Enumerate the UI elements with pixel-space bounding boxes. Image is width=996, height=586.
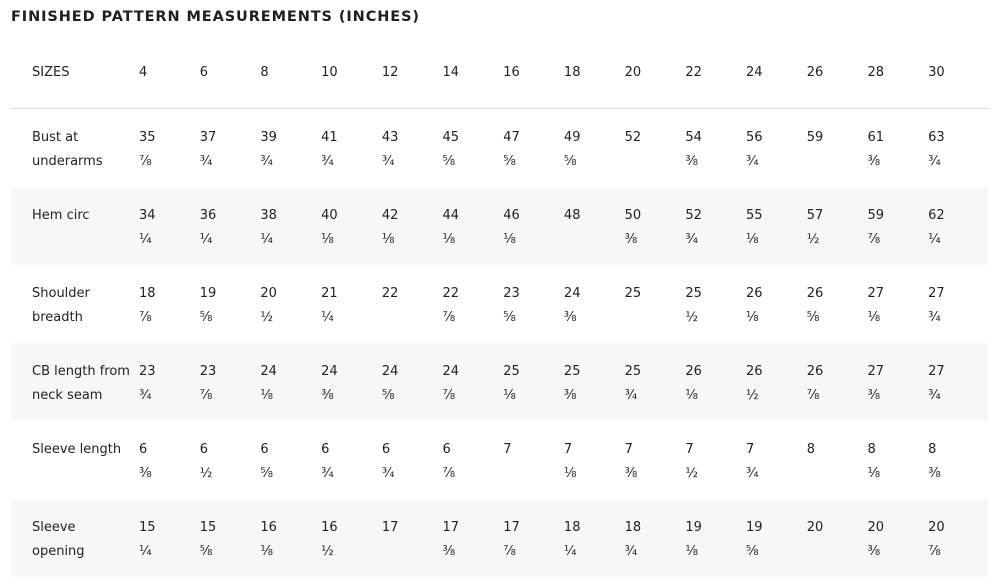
measurement-whole: 20	[928, 519, 945, 535]
measurement-whole: 26	[806, 285, 824, 301]
table-row	[11, 343, 988, 421]
measurement-cell	[563, 108, 624, 187]
measurement-cell	[320, 265, 381, 343]
measurement-fraction: ⅞	[928, 544, 941, 559]
row-label: CB length from neck seam	[32, 363, 130, 403]
measurement-fraction: ⅝	[806, 310, 820, 325]
measurement-whole: 25	[624, 285, 642, 301]
measurement-whole: 7	[685, 441, 694, 457]
measurement-cell	[199, 421, 260, 499]
measurement-whole: 50	[624, 207, 642, 223]
measurement-cell	[563, 265, 624, 343]
measurement-whole: 38	[260, 207, 277, 223]
measurement-whole: 15	[199, 519, 217, 535]
measurement-fraction: ⅝	[503, 310, 516, 325]
measurement-whole: 20	[260, 285, 277, 301]
measurement-whole: 6	[199, 441, 208, 457]
measurement-cell	[320, 108, 381, 187]
page-title: FINISHED PATTERN MEASUREMENTS (INCHES)	[11, 9, 420, 25]
measurements-table	[11, 38, 988, 577]
measurement-cell	[502, 499, 563, 577]
measurement-cell	[563, 421, 624, 499]
measurement-cell	[259, 187, 320, 265]
measurement-fraction: ⅝	[381, 388, 395, 403]
measurement-whole: 23	[503, 285, 520, 301]
measurement-fraction: ⅛	[746, 232, 759, 247]
measurement-cell	[259, 108, 320, 187]
measurement-fraction: ⅜	[685, 154, 698, 169]
measurement-cell	[563, 187, 624, 265]
measurement-whole: 57	[806, 207, 824, 223]
measurement-cell	[502, 108, 563, 187]
measurement-fraction: ⅝	[563, 154, 577, 169]
measurement-whole: 54	[685, 129, 702, 145]
measurement-fraction: ¾	[381, 466, 395, 481]
measurement-fraction: ⅞	[442, 466, 456, 481]
measurement-whole: 6	[381, 441, 391, 457]
table-row	[11, 499, 988, 577]
measurement-fraction: ¾	[321, 154, 334, 169]
table-row	[11, 265, 988, 343]
measurement-whole: 37	[199, 129, 217, 145]
measurement-fraction: ⅞	[867, 232, 881, 247]
measurement-cell	[866, 108, 927, 187]
measurement-whole: 7	[563, 441, 573, 457]
measurement-whole: 63	[928, 129, 945, 145]
measurement-cell	[381, 108, 442, 187]
measurement-cell	[866, 421, 927, 499]
size-header-cell: 28	[866, 38, 927, 108]
measurement-cell	[381, 343, 442, 421]
measurement-cell	[624, 421, 685, 499]
measurement-cell	[866, 343, 927, 421]
measurement-whole: 49	[563, 129, 581, 145]
measurement-fraction: ½	[685, 466, 698, 481]
measurement-cell	[624, 187, 685, 265]
measurement-fraction: ⅞	[442, 388, 456, 403]
measurement-fraction: ¼	[199, 232, 213, 247]
measurement-cell	[138, 187, 199, 265]
measurement-whole: 7	[624, 441, 633, 457]
measurement-fraction: ⅝	[260, 466, 274, 481]
measurement-cell	[320, 343, 381, 421]
measurement-cell	[381, 187, 442, 265]
measurement-whole: 45	[442, 129, 460, 145]
size-header-cell: 4	[138, 38, 199, 108]
measurement-fraction: ⅜	[321, 388, 334, 403]
size-header-cell: 16	[502, 38, 563, 108]
row-label: Sleeve length	[32, 441, 122, 457]
measurement-whole: 61	[867, 129, 884, 145]
measurement-cell	[745, 108, 806, 187]
measurement-whole: 55	[746, 207, 763, 223]
measurement-cell	[684, 265, 745, 343]
size-header-cell: 6	[199, 38, 260, 108]
size-header-cell: 8	[259, 38, 320, 108]
measurement-whole: 25	[624, 363, 642, 379]
measurement-whole: 27	[928, 363, 945, 379]
measurement-cell	[624, 265, 685, 343]
measurement-whole: 59	[867, 207, 884, 223]
measurement-cell	[381, 421, 442, 499]
measurement-cell	[138, 265, 199, 343]
measurement-cell	[442, 108, 503, 187]
measurement-cell	[927, 343, 988, 421]
measurement-cell	[381, 499, 442, 577]
measurement-fraction: ⅛	[563, 466, 577, 481]
measurement-cell	[259, 421, 320, 499]
measurement-fraction: ½	[806, 232, 820, 247]
measurement-fraction: ⅞	[503, 544, 516, 559]
measurement-whole: 25	[503, 363, 520, 379]
measurement-fraction: ⅛	[503, 232, 516, 247]
measurement-cell	[199, 343, 260, 421]
measurement-whole: 19	[199, 285, 217, 301]
row-label: Shoulder breadth	[32, 285, 90, 325]
measurement-cell	[563, 499, 624, 577]
measurement-cell	[259, 265, 320, 343]
measurement-fraction: ¾	[928, 388, 941, 403]
measurement-fraction: ¼	[928, 232, 941, 247]
measurement-fraction: ¼	[139, 544, 152, 559]
measurement-fraction: ¾	[624, 388, 638, 403]
measurement-fraction: ¾	[624, 544, 638, 559]
measurement-cell	[138, 343, 199, 421]
measurement-whole: 62	[928, 207, 945, 223]
measurement-fraction: ⅞	[199, 388, 213, 403]
measurement-fraction: ¾	[199, 154, 213, 169]
measurement-cell	[806, 499, 867, 577]
measurement-whole: 7	[503, 441, 512, 457]
measurement-whole: 39	[260, 129, 277, 145]
measurement-cell	[320, 499, 381, 577]
measurement-fraction: ⅛	[746, 310, 759, 325]
measurement-cell	[927, 265, 988, 343]
measurement-fraction: ¾	[685, 232, 698, 247]
measurement-whole: 18	[563, 519, 581, 535]
measurement-fraction: ⅛	[381, 232, 395, 247]
measurement-whole: 16	[260, 519, 277, 535]
measurement-cell	[745, 265, 806, 343]
measurement-whole: 17	[442, 519, 460, 535]
measurement-fraction: ⅝	[199, 544, 213, 559]
measurement-whole: 24	[260, 363, 277, 379]
measurement-whole: 48	[563, 207, 581, 223]
measurement-fraction: ⅜	[867, 154, 881, 169]
measurement-cell	[806, 421, 867, 499]
measurement-fraction: ¾	[381, 154, 395, 169]
measurement-whole: 8	[806, 441, 816, 457]
measurement-whole: 27	[867, 363, 884, 379]
measurement-whole: 18	[624, 519, 642, 535]
measurement-whole: 52	[685, 207, 702, 223]
measurement-whole: 44	[442, 207, 460, 223]
measurement-cell	[199, 265, 260, 343]
measurement-whole: 18	[139, 285, 156, 301]
measurement-cell	[138, 499, 199, 577]
measurement-fraction: ½	[199, 466, 213, 481]
measurement-whole: 15	[139, 519, 156, 535]
measurement-whole: 52	[624, 129, 642, 145]
measurement-fraction: ½	[321, 544, 334, 559]
measurement-fraction: ⅞	[139, 310, 152, 325]
measurement-whole: 7	[746, 441, 755, 457]
measurement-whole: 24	[563, 285, 581, 301]
measurement-whole: 20	[806, 519, 824, 535]
measurement-fraction: ¾	[260, 154, 274, 169]
measurement-cell	[866, 265, 927, 343]
measurement-cell	[624, 343, 685, 421]
measurement-whole: 34	[139, 207, 156, 223]
measurement-whole: 26	[746, 285, 763, 301]
measurement-whole: 19	[746, 519, 763, 535]
measurement-fraction: ¼	[563, 544, 577, 559]
measurement-fraction: ⅝	[746, 544, 759, 559]
table-row	[11, 421, 988, 499]
measurement-fraction: ¼	[260, 232, 274, 247]
measurement-cell	[442, 187, 503, 265]
measurement-fraction: ¾	[139, 388, 152, 403]
measurement-whole: 40	[321, 207, 338, 223]
measurement-fraction: ⅜	[563, 388, 577, 403]
size-header-cell: 24	[745, 38, 806, 108]
measurement-fraction: ½	[746, 388, 759, 403]
measurement-fraction: ¼	[321, 310, 334, 325]
measurement-fraction: ¾	[746, 466, 759, 481]
measurement-cell	[563, 343, 624, 421]
measurement-whole: 26	[685, 363, 702, 379]
measurement-whole: 25	[685, 285, 702, 301]
measurement-whole: 24	[381, 363, 399, 379]
table-row	[11, 187, 988, 265]
measurement-whole: 27	[928, 285, 945, 301]
measurement-fraction: ⅜	[624, 232, 638, 247]
measurement-whole: 42	[381, 207, 399, 223]
measurement-cell	[745, 343, 806, 421]
measurement-cell	[199, 108, 260, 187]
measurement-cell	[320, 421, 381, 499]
measurement-fraction: ⅞	[806, 388, 820, 403]
size-header-cell: 26	[806, 38, 867, 108]
measurement-fraction: ½	[260, 310, 274, 325]
row-label: Hem circ	[32, 207, 90, 223]
measurement-fraction: ⅜	[563, 310, 577, 325]
measurement-cell	[806, 108, 867, 187]
measurement-cell	[259, 343, 320, 421]
header-row	[11, 38, 988, 108]
measurement-fraction: ¾	[321, 466, 334, 481]
measurement-cell	[138, 108, 199, 187]
sizes-header: SIZES	[11, 38, 138, 108]
measurement-cell	[502, 421, 563, 499]
measurement-whole: 21	[321, 285, 338, 301]
measurement-whole: 6	[321, 441, 330, 457]
measurement-cell	[745, 187, 806, 265]
measurement-whole: 22	[442, 285, 460, 301]
measurement-cell	[442, 421, 503, 499]
measurement-cell	[806, 187, 867, 265]
measurement-whole: 26	[746, 363, 763, 379]
measurement-fraction: ¼	[139, 232, 152, 247]
measurement-whole: 41	[321, 129, 338, 145]
measurement-fraction: ⅝	[503, 154, 516, 169]
measurement-whole: 8	[928, 441, 937, 457]
size-header-cell: 22	[684, 38, 745, 108]
size-header-cell: 14	[442, 38, 503, 108]
measurement-fraction: ¾	[746, 154, 759, 169]
measurement-cell	[927, 187, 988, 265]
measurement-fraction: ⅛	[685, 388, 698, 403]
measurement-whole: 6	[442, 441, 451, 457]
measurement-cell	[866, 499, 927, 577]
measurement-fraction: ⅜	[139, 466, 152, 481]
measurement-whole: 20	[867, 519, 884, 535]
measurement-whole: 17	[503, 519, 520, 535]
table-body	[11, 108, 988, 577]
measurement-fraction: ½	[685, 310, 698, 325]
measurement-cell	[442, 265, 503, 343]
row-label: Sleeve opening	[32, 519, 85, 559]
size-header-cell: 18	[563, 38, 624, 108]
measurement-whole: 24	[321, 363, 338, 379]
measurement-cell	[624, 108, 685, 187]
measurement-fraction: ⅜	[928, 466, 941, 481]
measurement-whole: 16	[321, 519, 338, 535]
measurement-cell	[745, 499, 806, 577]
measurement-cell	[927, 108, 988, 187]
measurement-whole: 25	[563, 363, 581, 379]
measurement-cell	[381, 265, 442, 343]
measurement-whole: 19	[685, 519, 702, 535]
measurement-whole: 59	[806, 129, 824, 145]
size-header-cell: 12	[381, 38, 442, 108]
measurement-fraction: ⅛	[260, 388, 274, 403]
measurement-cell	[199, 187, 260, 265]
measurement-cell	[745, 421, 806, 499]
measurement-cell	[138, 421, 199, 499]
measurement-cell	[684, 421, 745, 499]
measurement-fraction: ⅛	[321, 232, 334, 247]
measurement-fraction: ⅝	[442, 154, 456, 169]
measurement-cell	[442, 499, 503, 577]
measurement-whole: 36	[199, 207, 217, 223]
measurement-cell	[502, 187, 563, 265]
measurement-whole: 17	[381, 519, 399, 535]
measurement-fraction: ¾	[928, 310, 941, 325]
table-row	[11, 108, 988, 187]
measurement-cell	[624, 499, 685, 577]
measurement-fraction: ⅜	[867, 388, 881, 403]
measurement-fraction: ⅛	[442, 232, 456, 247]
measurement-cell	[684, 187, 745, 265]
measurement-fraction: ⅜	[624, 466, 638, 481]
measurement-fraction: ⅛	[260, 544, 274, 559]
measurement-cell	[199, 499, 260, 577]
measurement-cell	[684, 343, 745, 421]
measurement-whole: 35	[139, 129, 156, 145]
measurement-whole: 23	[139, 363, 156, 379]
measurement-fraction: ⅝	[199, 310, 213, 325]
measurement-fraction: ⅛	[867, 310, 881, 325]
measurement-whole: 46	[503, 207, 520, 223]
measurement-fraction: ⅞	[442, 310, 456, 325]
size-header-cell: 30	[927, 38, 988, 108]
measurement-whole: 8	[867, 441, 876, 457]
measurement-cell	[502, 343, 563, 421]
measurement-cell	[866, 187, 927, 265]
measurement-whole: 27	[867, 285, 884, 301]
measurement-whole: 22	[381, 285, 399, 301]
measurement-fraction: ⅛	[867, 466, 881, 481]
measurement-whole: 43	[381, 129, 399, 145]
measurement-cell	[927, 421, 988, 499]
measurement-fraction: ⅛	[503, 388, 516, 403]
measurement-cell	[806, 265, 867, 343]
measurement-whole: 23	[199, 363, 217, 379]
measurement-whole: 6	[139, 441, 148, 457]
measurement-cell	[320, 187, 381, 265]
measurement-whole: 6	[260, 441, 269, 457]
measurement-whole: 56	[746, 129, 763, 145]
size-header-cell: 20	[624, 38, 685, 108]
size-header-cell: 10	[320, 38, 381, 108]
measurement-cell	[806, 343, 867, 421]
measurement-fraction: ⅜	[867, 544, 881, 559]
measurement-cell	[502, 265, 563, 343]
measurement-fraction: ⅞	[139, 154, 152, 169]
measurement-fraction: ⅜	[442, 544, 456, 559]
measurement-fraction: ¾	[928, 154, 941, 169]
row-label: Bust at underarms	[32, 129, 103, 169]
measurement-cell	[684, 499, 745, 577]
measurement-fraction: ⅛	[685, 544, 698, 559]
measurement-cell	[442, 343, 503, 421]
measurement-whole: 24	[442, 363, 460, 379]
measurement-whole: 47	[503, 129, 520, 145]
measurement-cell	[684, 108, 745, 187]
measurement-whole: 26	[806, 363, 824, 379]
measurement-cell	[259, 499, 320, 577]
measurement-cell	[927, 499, 988, 577]
